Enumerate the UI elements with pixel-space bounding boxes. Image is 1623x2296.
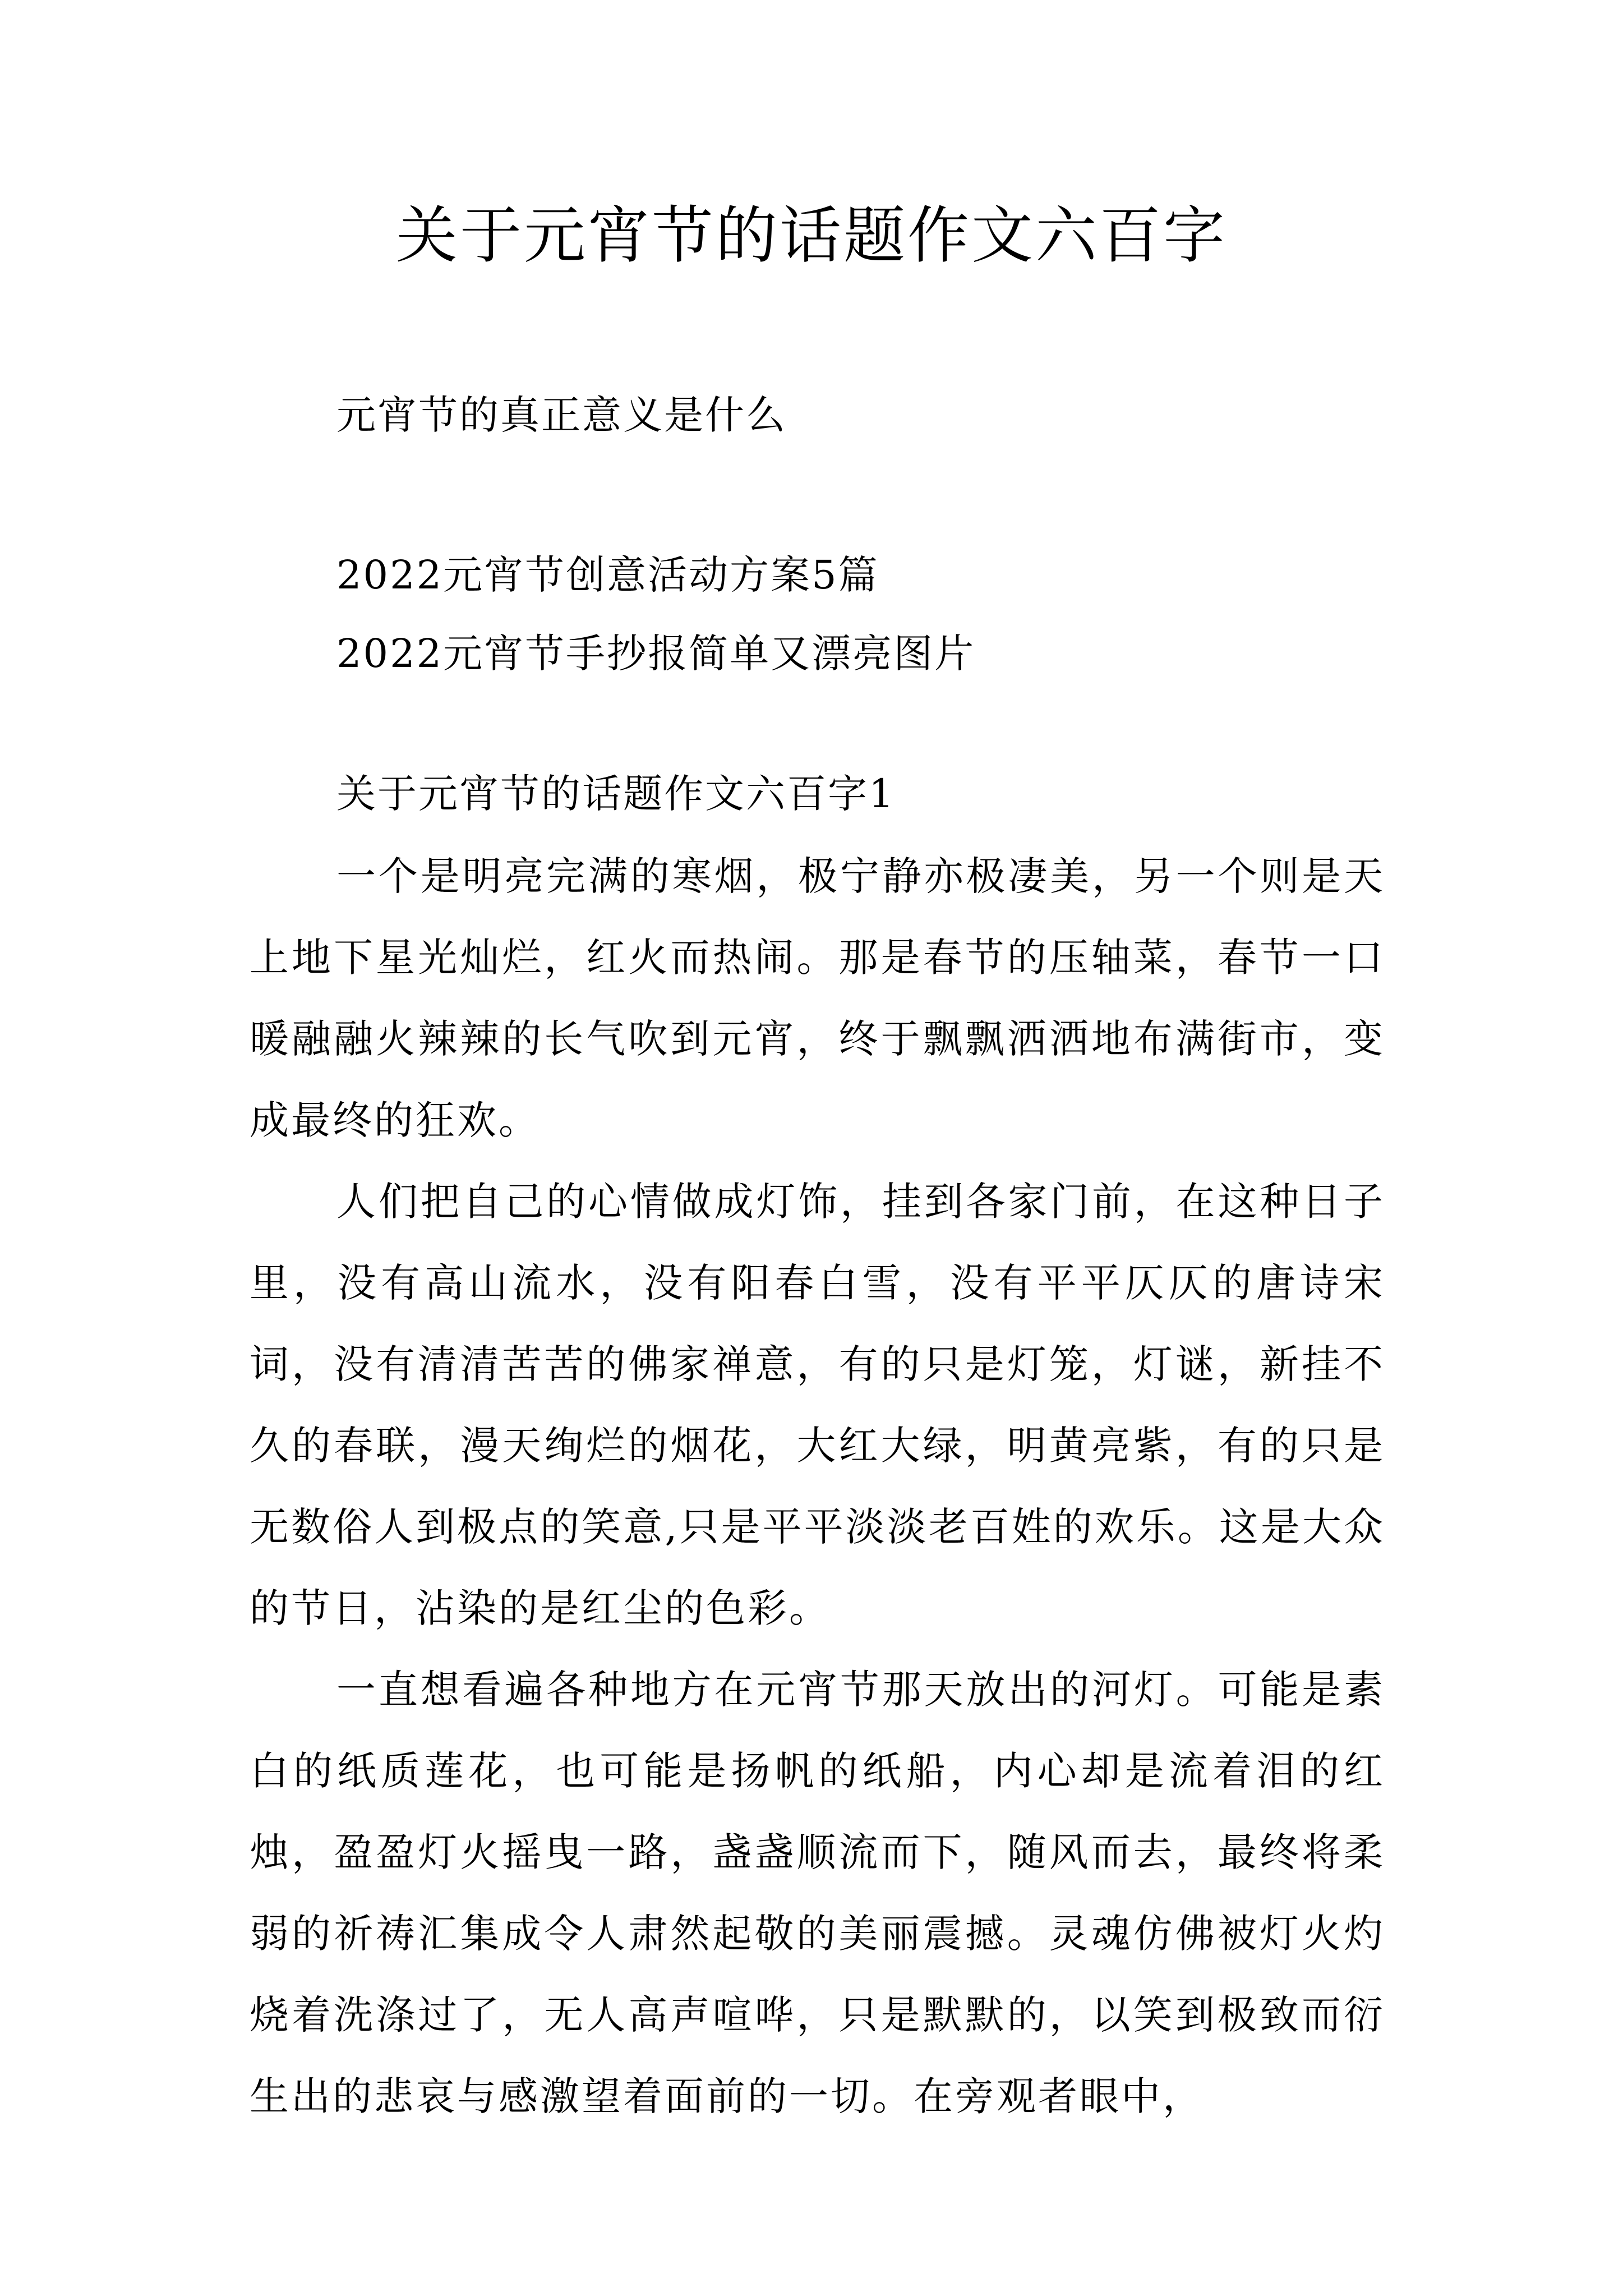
- article-body: [250, 836, 1385, 2137]
- related-link-handwritten-newspaper[interactable]: 2022元宵节手抄报简单又漂亮图片: [336, 631, 976, 677]
- paragraph-1: 一个是明亮完满的寒烟，极宁静亦极凄美，另一个则是天上地下星光灿烂，红火而热闹。那是春节的压轴菜，春节一口暖融融火辣辣的长气吹到元宵，终于飘飘洒洒地布满街市，变成最终的狂欢。: [250, 853, 1385, 1143]
- section-heading: 关于元宵节的话题作文六百字1: [336, 771, 896, 817]
- document-title: 关于元宵节的话题作文六百字: [396, 200, 1227, 272]
- paragraph-3: 一直想看遍各种地方在元宵节那天放出的河灯。可能是素白的纸质莲花，也可能是扬帆的纸船，内心却是流着泪的红烛，盈盈灯火摇曳一路，盏盏顺流而下，随风而去，最终将柔弱的祈祷汇集成令人肃然起敬的美丽震撼。灵魂仿佛被灯火灼烧着洗涤过了，无人高声喧哗，只是默默的，以笑到极致而衍生出的悲哀与感激望着面前的一切。在旁观者眼中，: [250, 1667, 1385, 2119]
- related-link-activity-plans[interactable]: 2022元宵节创意活动方案5篇: [336, 552, 879, 598]
- paragraph-2: 人们把自己的心情做成灯饰，挂到各家门前，在这种日子里，没有高山流水，没有阳春白雪，没有平平仄仄的唐诗宋词，没有清清苦苦的佛家禅意，有的只是灯笼，灯谜，新挂不久的春联，漫天绚烂的烟花，大红大绿，明黄亮紫，有的只是无数俗人到极点的笑意,只是平平淡淡老百姓的欢乐。这是大众的节日，沾染的是红尘的色彩。: [250, 1179, 1385, 1631]
- related-link-meaning[interactable]: 元宵节的真正意义是什么: [336, 392, 787, 438]
